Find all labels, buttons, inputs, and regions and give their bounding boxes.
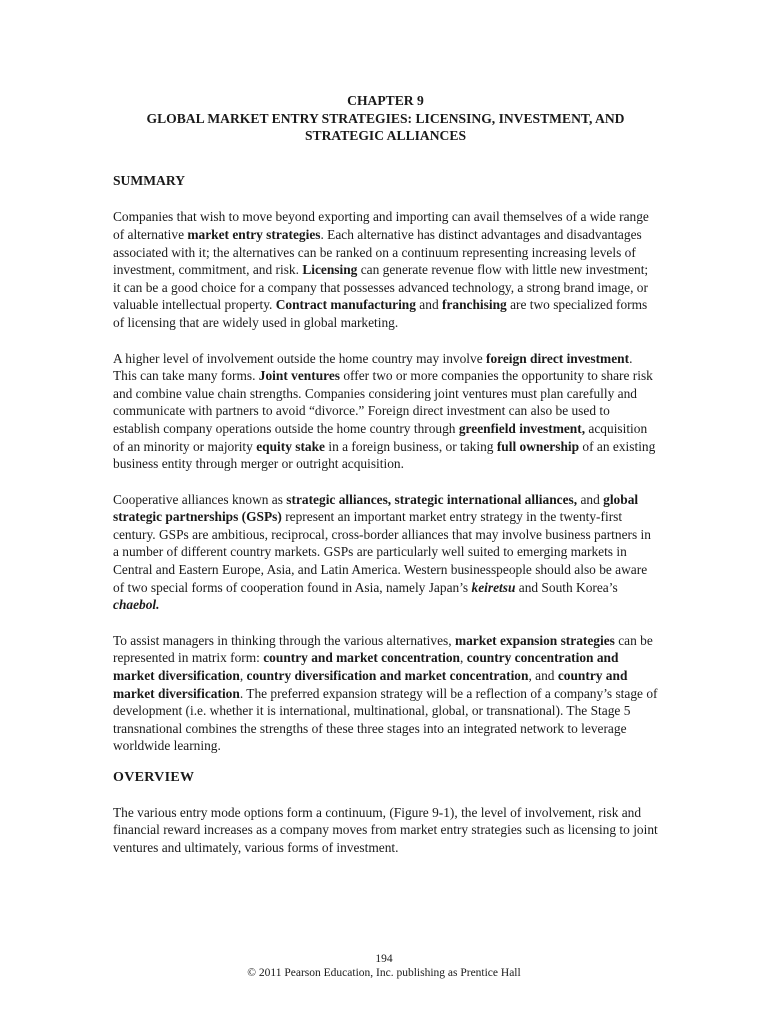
document-page [113, 92, 658, 856]
emphasis-text: full ownership [496, 438, 580, 454]
emphasis-text: global strategic partnerships (GSPs) [113, 491, 639, 525]
emphasis-text: country and market diversification [113, 668, 628, 701]
summary-paragraph-4: To assist managers in thinking through the various alternatives, market expansion strategies can be represented in matrix form: country and market concentration, country concentration and market diversification, country diversification and market concentration, and country and market diversification. The preferred expansion strategy will be a reflection of a company’s stage of development (i.e. whether it is international, multinational, global, or transnational). The Stage 5 transnational combines the strengths of these three stages into an integrated network to leverage worldwide learning. [113, 632, 658, 754]
chapter-title-line2: STRATEGIC ALLIANCES [304, 128, 467, 144]
copyright-notice: © 2011 Pearson Education, Inc. publishing as Prentice Hall [247, 967, 521, 979]
summary-paragraph-1: Companies that wish to move beyond exporting and importing can avail themselves of a wide range of alternative market entry strategies. Each alternative has distinct advantages and disadvantages associated with it; the alternatives can be ranked on a continuum representing increasing levels of investment, commitment, and risk. Licensing can generate revenue flow with little new investment; it can be a good choice for a company that possesses advanced technology, a strong brand image, or valuable intellectual property. Contract manufacturing and franchising are two specialized forms of licensing that are widely used in global marketing. [113, 209, 649, 330]
emphasis-text: country and market concentration [263, 650, 460, 666]
emphasis-text: foreign direct investment [486, 350, 630, 366]
summary-paragraph-3: Cooperative alliances known as strategic alliances, strategic international alliances, and global strategic partnerships (GSPs) represent an important market entry strategy in the twenty-first century. GSPs are ambitious, reciprocal, cross-border alliances that may involve business partners in a number of different country markets. GSPs are particularly well suited to emerging markets in Central and Eastern Europe, Asia, and Latin America. Western businesspeople should also be aware of two special forms of cooperation found in Asia, namely Japan’s keiretsu and South Korea’s chaebol. [113, 491, 651, 613]
chapter-header [113, 92, 658, 145]
page-footer [0, 952, 768, 980]
summary-heading: SUMMARY [113, 172, 186, 188]
emphasis-text: market entry strategies [187, 226, 321, 242]
overview-heading: OVERVIEW [113, 770, 195, 785]
emphasis-text: Licensing [302, 262, 358, 278]
emphasis-text: Contract manufacturing [275, 297, 416, 313]
summary-paragraph-2: A higher level of involvement outside the home country may involve foreign direct investment. This can take many forms. Joint ventures offer two or more companies the opportunity to share risk and combine value chain strengths. Companies considering joint ventures must plan carefully and communicate with partners to avoid “divorce.” Foreign direct investment can also be used to establish company operations outside the home country through greenfield investment, acquisition of an minority or majority equity stake in a foreign business, or taking full ownership of an existing business entity through merger or outright acquisition. [113, 350, 656, 472]
emphasis-text: country diversification and market concentration [246, 668, 529, 684]
emphasis-text: franchising [441, 297, 507, 313]
emphasis-text: Joint ventures [258, 368, 340, 384]
overview-paragraph-1: The various entry mode options form a continuum, (Figure 9-1), the level of involvement, risk and financial reward increases as a company moves from market entry strategies such as licensing to joint ventures and ultimately, various forms of investment. [113, 804, 658, 855]
emphasis-text: chaebol. [113, 597, 160, 613]
page-number: 194 [375, 953, 393, 965]
emphasis-text: strategic alliances, strategic international alliances, [286, 491, 578, 507]
chapter-number: CHAPTER 9 [347, 93, 424, 108]
emphasis-text: keiretsu [471, 579, 516, 595]
emphasis-text: country concentration and market diversification [113, 650, 619, 684]
emphasis-text: equity stake [256, 438, 326, 454]
emphasis-text: market expansion strategies [454, 632, 615, 648]
emphasis-text: greenfield investment, [458, 420, 586, 436]
chapter-title-line1: GLOBAL MARKET ENTRY STRATEGIES: LICENSING, INVESTMENT, AND [146, 110, 625, 126]
